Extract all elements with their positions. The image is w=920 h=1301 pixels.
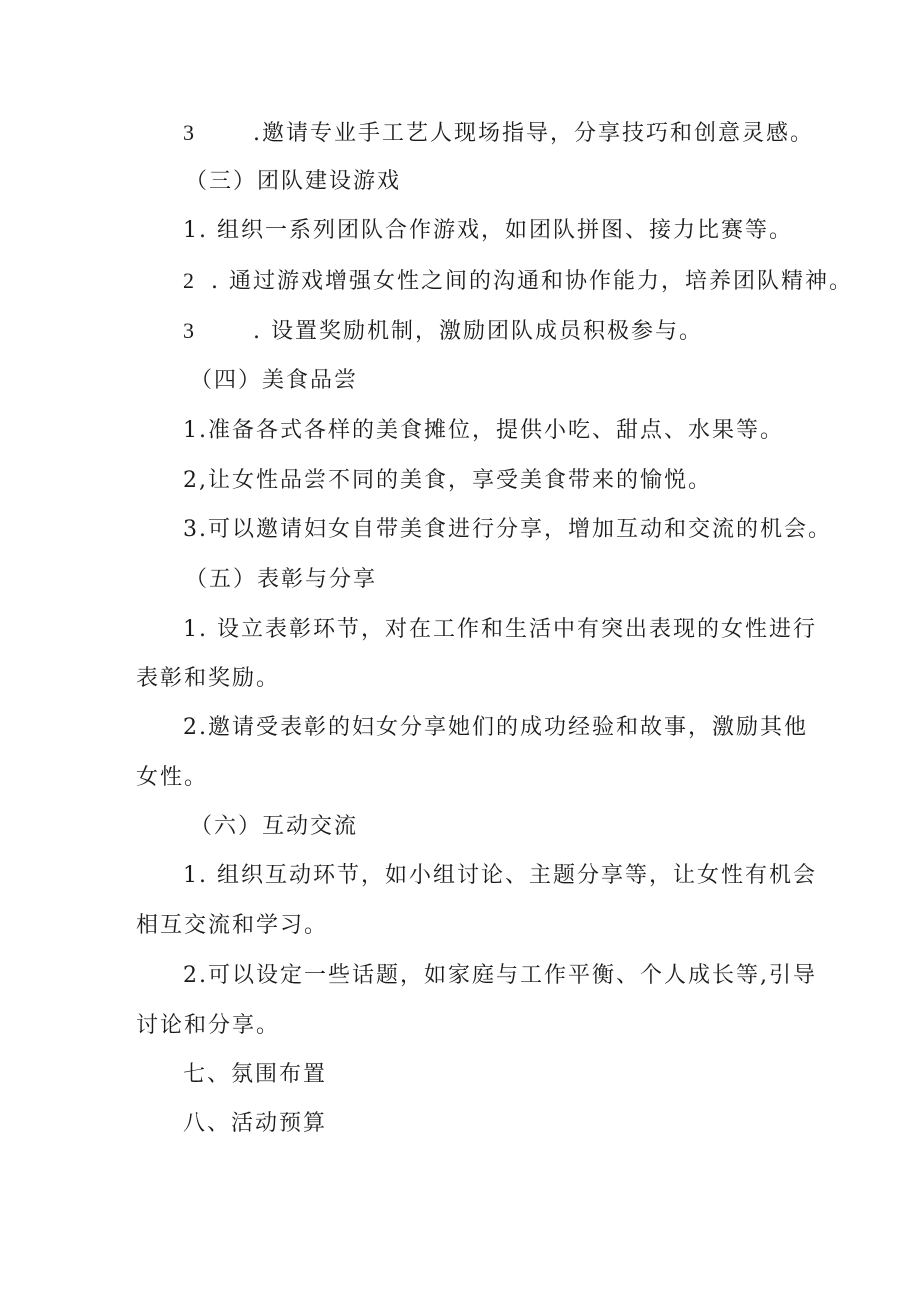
item-text: 女性。 xyxy=(136,765,209,790)
list-item-team-2 xyxy=(0,266,920,297)
heading-text: 八、活动预算 xyxy=(183,1111,328,1136)
item-text: 2.可以设定一些话题，如家庭与工作平衡、个人成长等,引导 xyxy=(183,963,817,988)
section-heading-budget xyxy=(0,1109,920,1139)
section-heading-food xyxy=(0,366,920,396)
list-item-food-3 xyxy=(0,515,920,545)
heading-text: （五）表彰与分享 xyxy=(185,567,378,592)
list-item-interaction-2-cont xyxy=(0,1011,920,1041)
list-item-interaction-1 xyxy=(0,861,920,891)
item-text: 讨论和分享。 xyxy=(136,1013,281,1038)
item-text: 2,让女性品尝不同的美食，享受美食带来的愉悦。 xyxy=(183,468,712,493)
item-text: 1. 设立表彰环节，对在工作和生活中有突出表现的女性进行 xyxy=(183,617,817,642)
list-item-team-1 xyxy=(0,216,920,246)
item-text: 表彰和奖励。 xyxy=(136,666,281,691)
section-heading-atmosphere xyxy=(0,1060,920,1090)
heading-text: （四）美食品尝 xyxy=(190,368,359,393)
list-item-interaction-1-cont xyxy=(0,911,920,941)
item-number: 3 xyxy=(183,318,194,343)
list-item-team-3 xyxy=(0,316,920,347)
item-text: 1. 组织一系列团队合作游戏，如团队拼图、接力比赛等。 xyxy=(183,218,793,243)
item-text: 相互交流和学习。 xyxy=(136,913,329,938)
item-text: . 设置奖励机制，激励团队成员积极参与。 xyxy=(253,319,703,344)
heading-text: （三）团队建设游戏 xyxy=(185,169,402,194)
list-item-awards-1 xyxy=(0,615,920,645)
item-text: . 通过游戏增强女性之间的沟通和协作能力，培养团队精神。 xyxy=(211,269,853,294)
heading-text: （六）互动交流 xyxy=(190,814,359,839)
list-item-handcraft-3 xyxy=(0,118,920,149)
section-heading-interaction xyxy=(0,812,920,842)
list-item-awards-2 xyxy=(0,713,920,743)
item-number: 2 xyxy=(183,268,194,293)
list-item-food-1 xyxy=(0,416,920,446)
item-text: .邀请专业手工艺人现场指导，分享技巧和创意灵感。 xyxy=(253,121,814,146)
list-item-interaction-2 xyxy=(0,961,920,991)
item-text: 3.可以邀请妇女自带美食进行分享，增加互动和交流的机会。 xyxy=(183,517,832,542)
section-heading-team-games xyxy=(0,167,920,197)
item-text: 2.邀请受表彰的妇女分享她们的成功经验和故事，激励其他 xyxy=(183,715,808,740)
item-text: 1.准备各式各样的美食摊位，提供小吃、甜点、水果等。 xyxy=(183,418,784,443)
item-number: 3 xyxy=(183,120,194,145)
section-heading-awards xyxy=(0,565,920,595)
item-text: 1. 组织互动环节，如小组讨论、主题分享等，让女性有机会 xyxy=(183,863,817,888)
list-item-food-2 xyxy=(0,466,920,496)
list-item-awards-1-cont xyxy=(0,664,920,694)
list-item-awards-2-cont xyxy=(0,763,920,793)
heading-text: 七、氛围布置 xyxy=(183,1062,328,1087)
